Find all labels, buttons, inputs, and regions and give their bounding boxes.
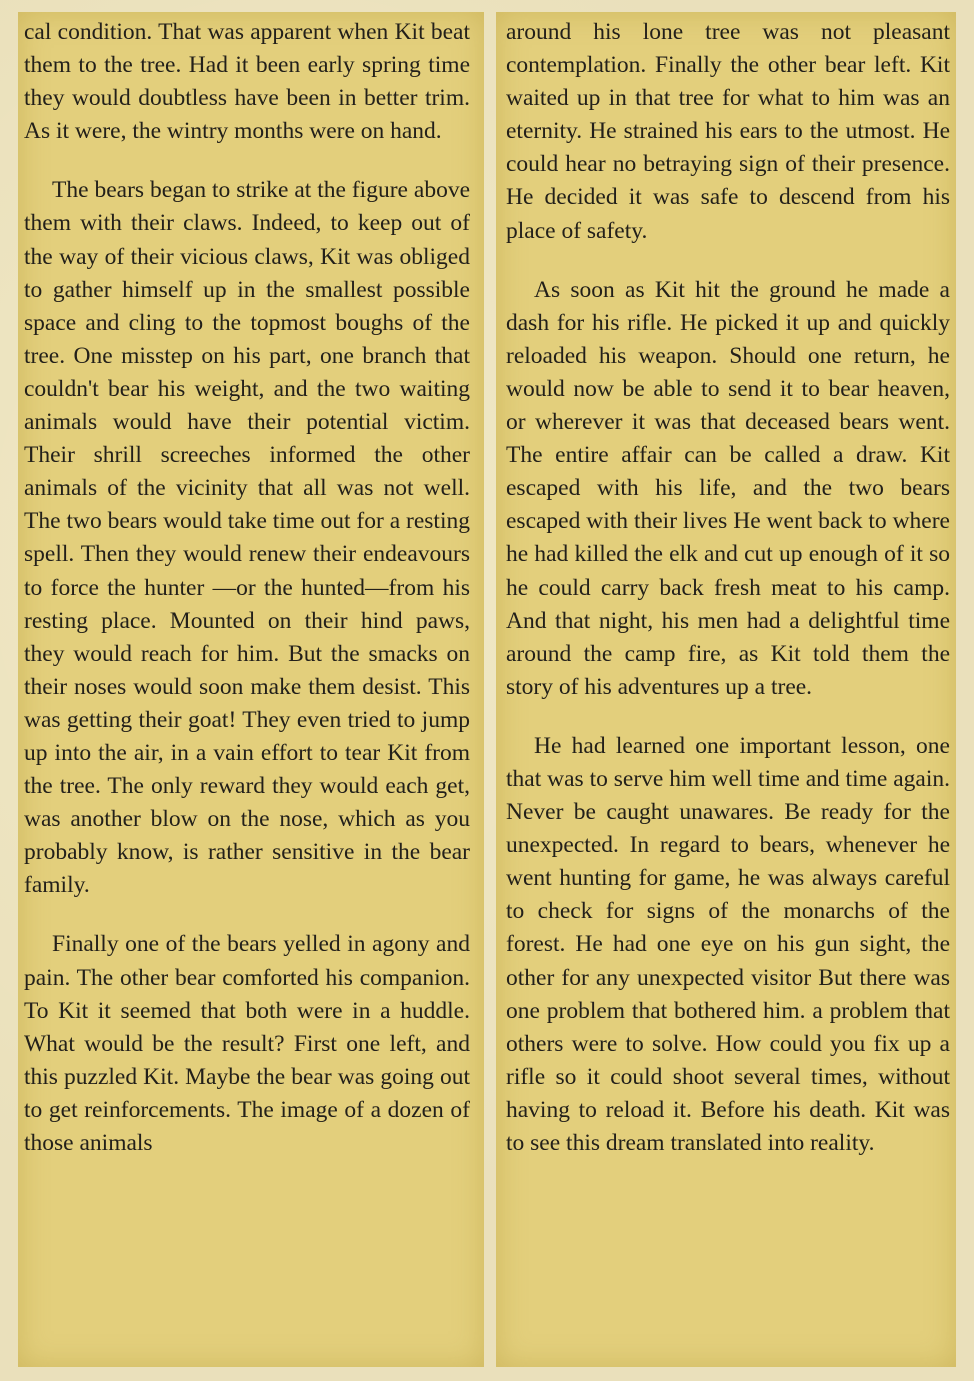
paragraph-left-2: The bears began to strike at the figure above them with their claws. Indeed, to keep out of the way of their vicious claws, Kit was obliged to gather himself up in the smallest possible space and cling to the topmost boughs of the tree. One misstep on his part, one branch that couldn't bear his weight, and the two waiting animals would have their potential victim. Their shrill screeches informed the other animals of the vicinity that all was not well. The two bears would take time out for a resting spell. Then they would renew their endeavours to force the hunter —or the hunted—from his resting place. Mounted on their hind paws, they would reach for him. But the smacks on their noses would soon make them desist. This was getting their goat! They even tried to jump up into the air, in a vain effort to tear Kit from the tree. The only reward they would each get, was another blow on the nose, which as you probably know, is rather sensitive in the bear family. [24,177,470,899]
left-text-column [18,12,484,1367]
paragraph-right-1: around his lone tree was not pleasant contemplation. Finally the other bear left. Kit waited up in that tree for what to him was an eternity. He strained his ears to the utmost. He could hear no betraying sign of their presence. He decided it was safe to descend from his place of safety. [506,19,950,244]
paragraph-left-1: cal condition. That was apparent when Kit beat them to the tree. Had it been early spring time they would doubtless have been in better trim. As it were, the wintry months were on hand. [24,19,470,145]
paragraph-right-3: He had learned one important lesson, one that was to serve him well time and time again. Never be caught unawares. Be ready for the unexpected. In regard to bears, whenever he went hunting for game, he was always careful to check for signs of the monarchs of the forest. He had one eye on his gun sight, the other for any unexpected visitor But there was one problem that bothered him. a problem that others were to solve. How could you fix up a rifle so it could shoot several times, without having to reload it. Before his death. Kit was to see this dream translated into reality. [506,732,950,1156]
paragraph-left-3: Finally one of the bears yelled in agony and pain. The other bear comforted his companion. To Kit it seemed that both were in a huddle. What would be the result? First one left, and this puzzled Kit. Maybe the bear was going out to get reinforcements. The image of a dozen of those animals [24,931,470,1156]
paragraph-right-2: As soon as Kit hit the ground he made a dash for his rifle. He picked it up and quickly reloaded his weapon. Should one return, he would now be able to send it to bear heaven, or wherever it was that deceased bears went. The entire affair can be called a draw. Kit escaped with his life, and the two bears escaped with their lives He went back to where he had killed the elk and cut up enough of it so he could carry back fresh meat to his camp. And that night, his men had a delightful time around the camp fire, as Kit told them the story of his adventures up a tree. [506,276,950,700]
right-text-column [496,12,956,1367]
